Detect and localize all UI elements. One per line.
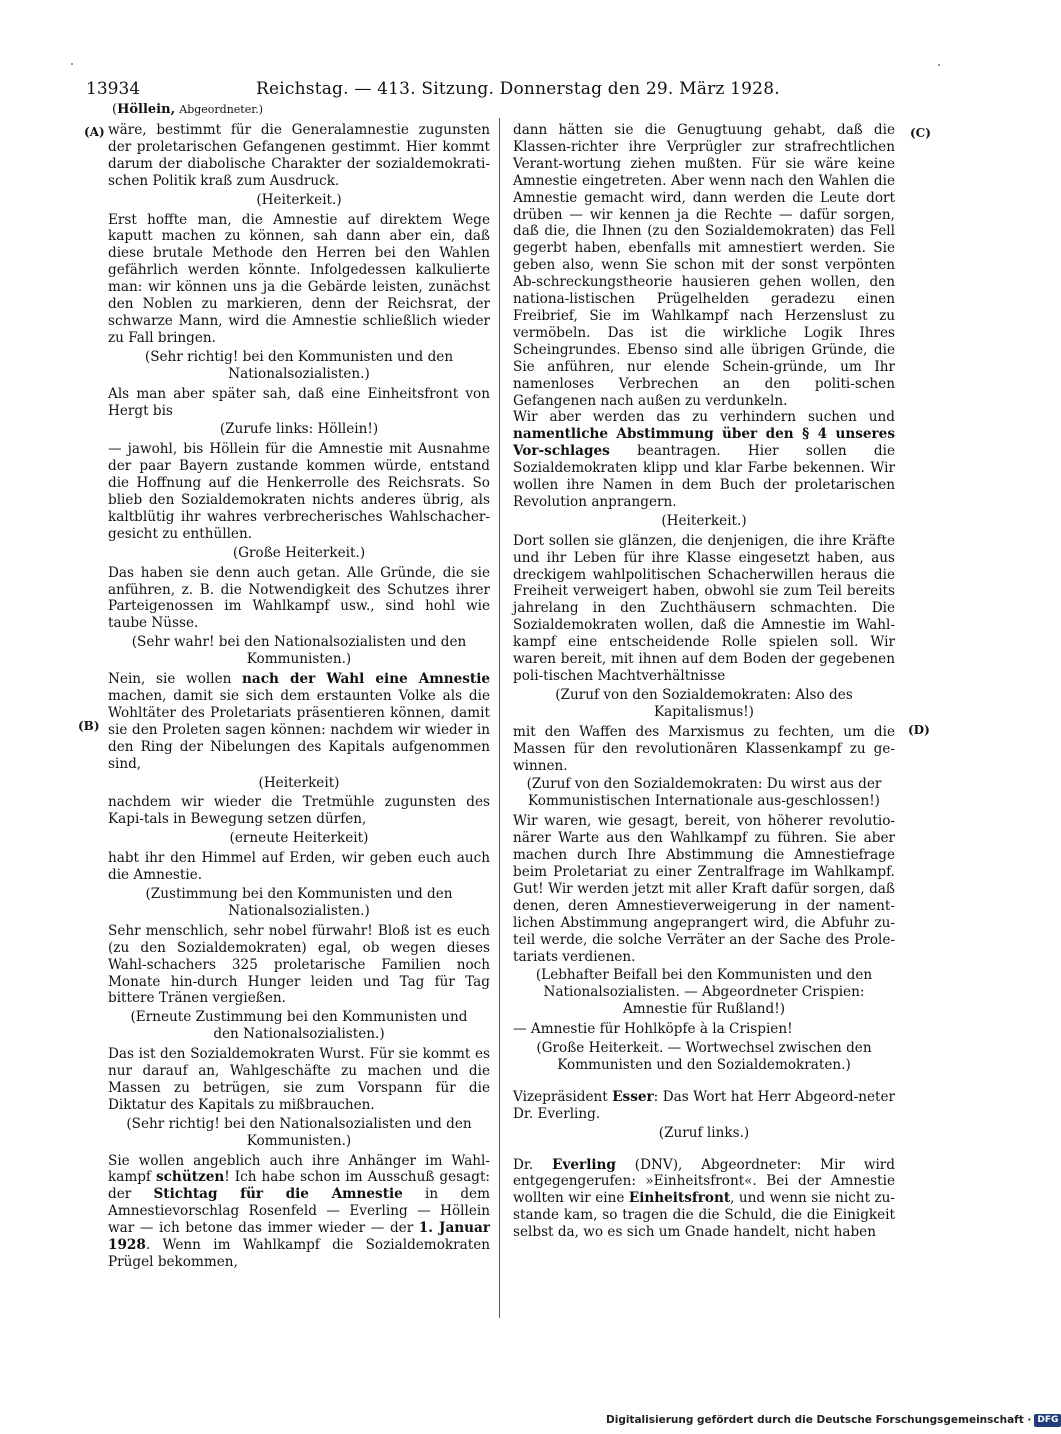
text-run: in dem Amnestievorschlag Rosenfeld — Everling — Höllein war — ich betone das immer wieder — der xyxy=(108,1186,490,1237)
text-run: : Das Wort hat Herr Abgeord-neter Dr. Everling. xyxy=(513,1088,895,1122)
speech-paragraph xyxy=(108,1153,490,1271)
speaker-role: Abgeordneter.) xyxy=(179,103,264,116)
emphasized-text: nach der Wahl eine Amnestie xyxy=(242,671,491,688)
emphasized-text: Everling xyxy=(552,1156,616,1173)
speech-paragraph: wäre, bestimmt für die Generalamnestie zugunsten der proletarischen Gefangenen gestimmt. Hier kommt darum der diabolische Charakter der sozialdemokrati-schen Politik kraß zum Ausdruck. xyxy=(108,122,490,189)
text-run: ! Ich habe schon im Ausschuß gesagt: der xyxy=(108,1169,490,1203)
text-run: machen, damit sie sich dem erstaunten Volke als die Wohltäter des Proletariats präsentieren können, damit sie den Proleten sagen können: nachdem wir wieder in den Ring der Nibelungen des Kapitals aufgenommen sind, xyxy=(108,688,490,772)
interjection: (Zuruf von den Sozialdemokraten: Du wirst aus der Kommunistischen Internationale aus-geschlossen!) xyxy=(526,776,882,810)
speech-paragraph: Dort sollen sie glänzen, die denjenigen, die ihre Kräfte und ihr Leben für ihre Klasse eingesetzt haben, aus dreckigem wahlpolitischen Schacherwillen heraus die Freiheit verweigert haben, obwohl sie zum Teil bereits jahrelang in den Zuchthäusern schmachten. Die Sozialdemokraten wollen, daß die Amnestie im Wahl-kampf eine entscheidende Rolle spielen soll. Wir waren bereit, mit ihnen auf dem Boden der gegebenen poli-tischen Machtverhältnisse xyxy=(513,532,895,684)
speech-paragraph: — Amnestie für Hohlköpfe à la Crispien! xyxy=(513,1021,793,1038)
emphasized-text: 1. Januar 1928 xyxy=(108,1220,490,1254)
speaker-open-paren: ( xyxy=(112,102,118,117)
left-column xyxy=(108,122,490,1271)
interjection: (Sehr richtig! bei den Kommunisten und den Nationalsozialisten.) xyxy=(144,348,454,382)
speech-paragraph: Als man aber später sah, daß eine Einheitsfront von Hergt bis xyxy=(108,385,490,419)
interjection: (Heiterkeit.) xyxy=(661,512,747,529)
speech-paragraph: Erst hoffte man, die Amnestie auf direktem Wege kaputt machen zu können, sah dann aber ein, daß diese brutale Methode den Herren bei den Wahlen gefährlich werden könnte. Infolgedessen kalkulierte man: wir können uns ja die Gebärde leisten, zunächst den Noblen zu markieren, denn der Reichsrat, der schwarze Mann, wird die Amnestie schließlich wieder zu Fall bringen. xyxy=(108,211,490,346)
interjection: (Erneute Zustimmung bei den Kommunisten und den Nationalsozialisten.) xyxy=(130,1009,468,1043)
emphasized-text: schützen xyxy=(156,1169,225,1186)
section-gap xyxy=(513,1077,895,1089)
interjection: (Lebhafter Beifall bei den Kommunisten und den Nationalsozialisten. — Abgeordneter Crispien: Amnestie für Rußland!) xyxy=(535,967,873,1018)
dfg-logo: DFG xyxy=(1034,1414,1061,1427)
speech-paragraph xyxy=(108,671,490,772)
speech-paragraph: Sehr menschlich, sehr nobel fürwahr! Bloß ist es euch (zu den Sozialdemokraten) egal, ob wegen dieses Wahl-schachers 325 proletarische Familien noch Monate hin-durch Hunger leiden und Tag für Tag bittere Tränen vergießen. xyxy=(108,922,490,1007)
margin-marker-b: (B) xyxy=(78,719,100,733)
scan-speck xyxy=(71,63,73,65)
speech-paragraph xyxy=(513,409,895,510)
speech-paragraph: habt ihr den Himmel auf Erden, wir geben euch auch die Amnestie. xyxy=(108,850,490,884)
speech-paragraph: Wir waren, wie gesagt, bereit, von höherer revolutio-närer Warte aus den Wahlkampf zu führen. Sie aber machen durch Ihre Abstimmung die Amnestiefrage beim Proletariat zu einer Zentralfrage im Wahlkampf. Gut! Wir werden jetzt mit aller Kraft dafür sorgen, daß denen, deren Amnestieverweigerung in der nament-lichen Abstimmung angeprangert wird, die Abfuhr zu-teil werde, die solche Verräter an der Sache des Prole-tariats verdienen. xyxy=(513,813,895,965)
text-run: (DNV), Abgeordneter: Mir wird entgegengerufen: »Einheitsfront«. Bei der Amnestie wollten wir eine xyxy=(513,1156,896,1207)
running-title: Reichstag. — 413. Sitzung. Donnerstag den 29. März 1928. xyxy=(256,79,780,99)
page-header xyxy=(86,78,780,102)
emphasized-text: Esser xyxy=(612,1088,654,1105)
emphasized-text: namentliche Abstimmung über den § 4 unseres Vor-schlages xyxy=(513,426,895,460)
interjection: (Heiterkeit) xyxy=(258,774,340,791)
margin-marker-c: (C) xyxy=(910,126,931,140)
page-number: 13934 xyxy=(86,79,141,99)
speech-paragraph: mit den Waffen des Marxismus zu fechten, um die Massen für den revolutionären Klassenkampf zu ge-winnen. xyxy=(513,723,895,774)
speaker-continuation xyxy=(112,102,263,118)
speech-paragraph xyxy=(513,1157,895,1242)
column-divider xyxy=(499,118,500,1318)
margin-marker-a: (A) xyxy=(84,125,105,139)
funding-text: Digitalisierung gefördert durch die Deutsche Forschungsgemeinschaft · xyxy=(606,1414,1032,1426)
speech-paragraph xyxy=(513,1089,895,1123)
interjection: (Sehr richtig! bei den Nationalsozialisten und den Kommunisten.) xyxy=(126,1115,472,1149)
interjection: (Zurufe links: Höllein!) xyxy=(219,421,379,438)
emphasized-text: Einheitsfront xyxy=(628,1190,731,1207)
speech-paragraph: Das haben sie denn auch getan. Alle Gründe, die sie anführen, z. B. die Notwendigkeit des Schutzes ihrer Parteigenossen im Wahlkampf usw., sind hohl wie taube Nüsse. xyxy=(108,564,490,632)
speech-paragraph: — jawohl, bis Höllein für die Amnestie mit Ausnahme der paar Bayern zustande kommen würde, entstand die Hoffnung auf die Henkerrolle des Reichsrats. So blieb den Sozialdemokraten nichts anderes übrig, als kaltblütig ihr wahres verbrecherisches Wahlschacher-gesicht zu enthüllen. xyxy=(108,441,490,542)
text-run: . Wenn im Wahlkampf die Sozialdemokraten Prügel bekommen, xyxy=(108,1237,490,1270)
interjection: (Zuruf links.) xyxy=(658,1124,750,1141)
section-gap xyxy=(513,1145,895,1157)
text-run: Vizepräsident xyxy=(513,1088,613,1105)
margin-marker-d: (D) xyxy=(908,723,930,737)
text-run: Wir aber werden das zu verhindern suchen und xyxy=(513,409,895,426)
emphasized-text: Stichtag für die Amnestie xyxy=(153,1186,403,1203)
interjection: (Heiterkeit.) xyxy=(256,191,342,208)
interjection: (Zuruf von den Sozialdemokraten: Also des Kapitalismus!) xyxy=(555,686,853,720)
speech-paragraph: dann hätten sie die Genugtuung gehabt, daß die Klassen-richter ihre Verprügler zur strafrechtlichen Verant-wortung ziehen mußten. Für sie wäre keine Amnestie eingetreten. Aber wenn nach den Wahlen die Amnestie gemacht wird, dann werden die Leute dort drüben — wir kennen ja die Rechte — dafür sorgen, daß die, die Ihnen (zu den Sozialdemokraten) das Fell gegerbt haben, ebenfalls mit amnestiert werden. Sie geben also, wenn Sie schon mit der sonst verpönten Ab-schreckungstheorie hausieren gehen wollen, den nationa-listischen Prügelhelden geradezu einen Freibrief, Sie im Wahlkampf nach Herzenslust zu vermöbeln. Das ist die wirkliche Logik Ihres Scheingrundes. Ebenso sind alle übrigen Gründe, die Sie anführen, nur elende Schein-gründe, um Ihr namenloses Verbrechen an den politi-schen Gefangenen nach außen zu verdunkeln. xyxy=(513,122,895,409)
interjection: (Große Heiterkeit.) xyxy=(232,544,366,561)
scan-speck xyxy=(938,64,940,66)
funding-footer xyxy=(606,1412,1059,1428)
text-run: Sie wollen angeblich auch ihre Anhänger im Wahl-kampf xyxy=(108,1152,490,1186)
interjection: (Große Heiterkeit. — Wortwechsel zwischen den Kommunisten und den Sozialdemokraten.) xyxy=(536,1040,872,1073)
speech-paragraph: nachdem wir wieder die Tretmühle zugunsten des Kapi-tals in Bewegung setzen dürfen, xyxy=(108,794,490,828)
text-run: Nein, sie wollen xyxy=(108,671,243,688)
text-run: beantragen. Hier sollen die Sozialdemokraten klipp und klar Farbe bekennen. Wir wollen ihre Namen in dem Buch der proletarischen Revolution anprangern. xyxy=(513,443,895,510)
text-run: , und wenn sie nicht zu-stande kam, so tragen die die Schuld, die die Einigkeit selbst da, wo es sich um Gnade handelt, nicht haben xyxy=(513,1190,896,1241)
interjection: (Zustimmung bei den Kommunisten und den Nationalsozialisten.) xyxy=(145,885,453,919)
interjection: (erneute Heiterkeit) xyxy=(229,830,369,847)
text-run: Dr. xyxy=(513,1156,553,1173)
right-column xyxy=(513,122,895,1241)
interjection: (Sehr wahr! bei den Nationalsozialisten und den Kommunisten.) xyxy=(131,634,467,668)
speech-paragraph: Das ist den Sozialdemokraten Wurst. Für sie kommt es nur darauf an, Wahlgeschäfte zu machen und die Massen zu betrügen, sie zum Vorspann für die Diktatur des Kapitals zu mißbrauchen. xyxy=(108,1046,490,1113)
speaker-name: Höllein, xyxy=(117,102,176,117)
